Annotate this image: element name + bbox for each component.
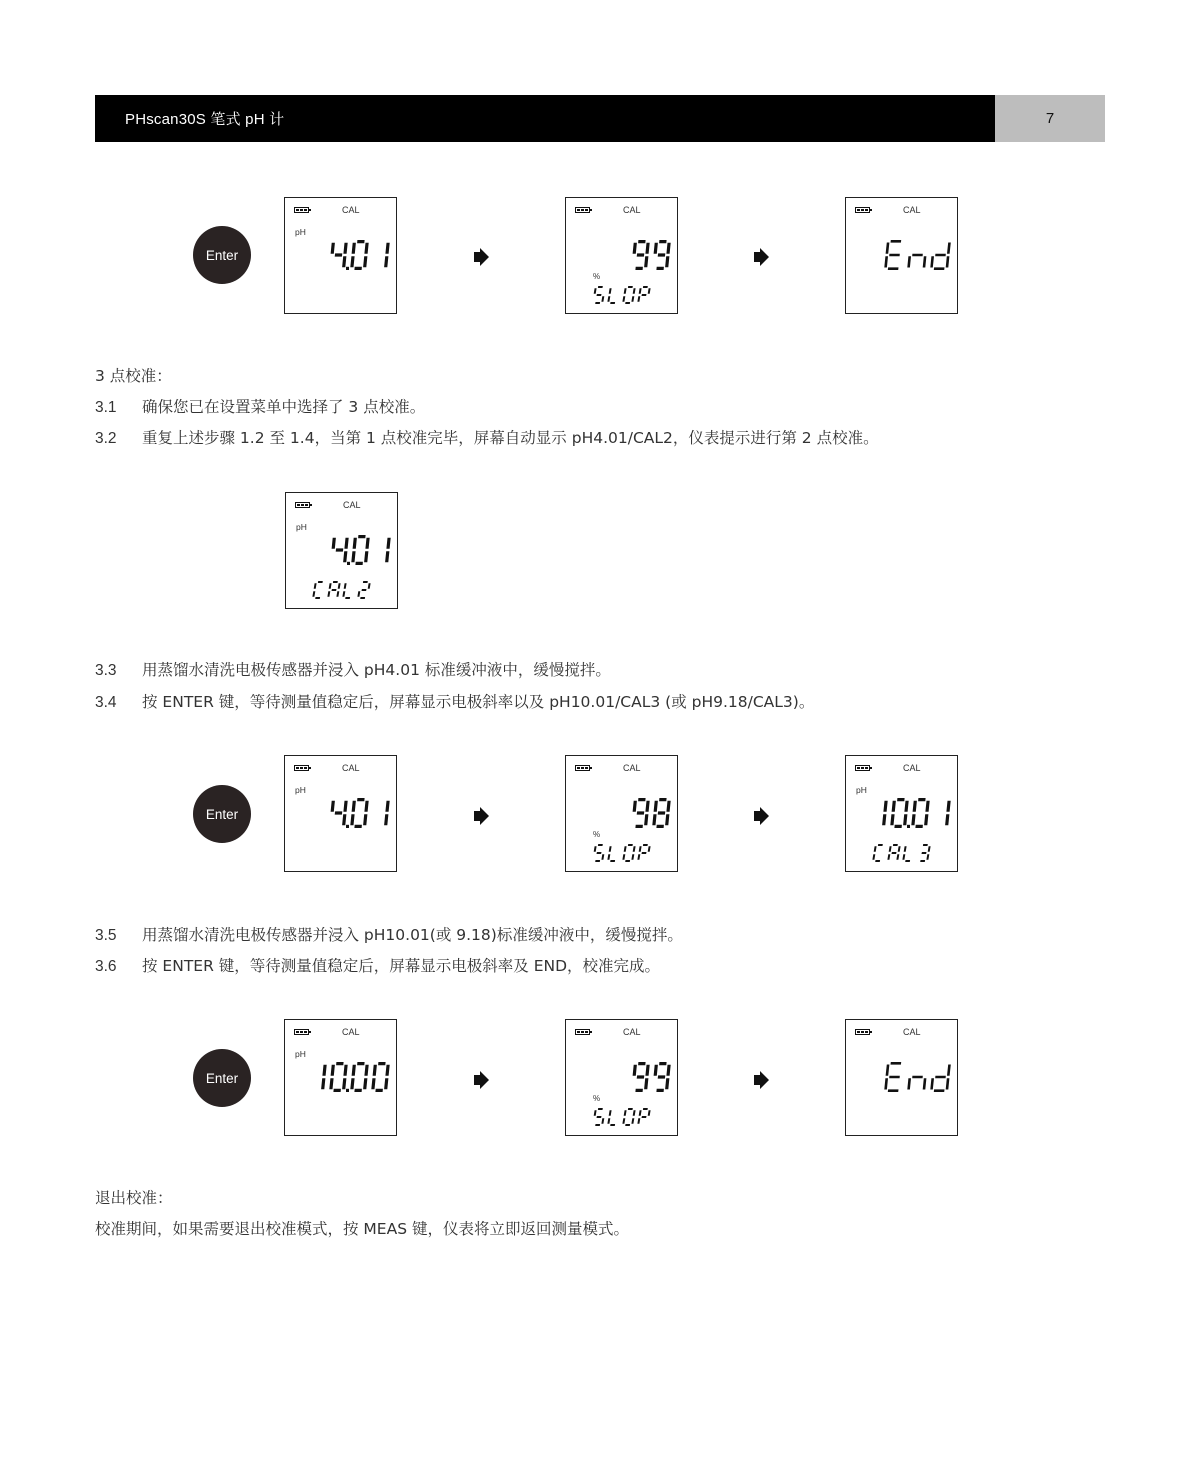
step-3-4 xyxy=(95,692,814,713)
step-3-5 xyxy=(95,925,683,946)
step-number: 3.4 xyxy=(95,694,117,711)
enter-button: Enter xyxy=(193,785,251,843)
step-text: 确保您已在设置菜单中选择了 3 点校准。 xyxy=(142,398,426,416)
unit-label: pH xyxy=(295,227,306,237)
cal-indicator: CAL xyxy=(342,1027,360,1037)
step-text: 用蒸馏水清洗电极传感器并浸入 pH10.01(或 9.18)标准缓冲液中，缓慢搅拌。 xyxy=(142,926,683,944)
sequence-row-3 xyxy=(0,1019,1200,1139)
unit-label: pH xyxy=(856,785,867,795)
lcd-screen-cal2 xyxy=(285,492,398,609)
sequence-row-2 xyxy=(0,755,1200,875)
exit-heading: 退出校准： xyxy=(95,1189,173,1207)
enter-button: Enter xyxy=(193,1049,251,1107)
lcd-screen xyxy=(284,1019,397,1136)
lcd-screen xyxy=(565,197,678,314)
step-text: 用蒸馏水清洗电极传感器并浸入 pH4.01 标准缓冲液中，缓慢搅拌。 xyxy=(142,661,611,679)
exit-text: 校准期间，如果需要退出校准模式，按 MEAS 键，仪表将立即返回测量模式。 xyxy=(95,1220,629,1238)
step-number: 3.2 xyxy=(95,430,117,447)
unit-label: pH xyxy=(295,1049,306,1059)
lcd-screen xyxy=(284,197,397,314)
seven-segment-display xyxy=(566,198,679,315)
step-3-1 xyxy=(95,397,425,418)
step-3-6 xyxy=(95,956,660,977)
cal-indicator: CAL xyxy=(343,500,361,510)
sequence-row-1 xyxy=(0,197,1200,317)
unit-label: pH xyxy=(295,785,306,795)
step-text: 重复上述步骤 1.2 至 1.4，当第 1 点校准完毕，屏幕自动显示 pH4.01/CAL2，仪表提示进行第 2 点校准。 xyxy=(142,429,879,447)
seven-segment-display xyxy=(285,1020,398,1137)
cal-indicator: CAL xyxy=(342,205,360,215)
lcd-screen xyxy=(565,755,678,872)
lcd-screen xyxy=(845,197,958,314)
cal-indicator: CAL xyxy=(623,763,641,773)
seven-segment-display xyxy=(566,1020,679,1137)
page-number: 7 xyxy=(995,95,1105,142)
lcd-screen xyxy=(565,1019,678,1136)
cal-indicator: CAL xyxy=(903,763,921,773)
lcd-screen xyxy=(845,1019,958,1136)
step-number: 3.1 xyxy=(95,399,117,416)
cal-indicator: CAL xyxy=(623,205,641,215)
enter-button: Enter xyxy=(193,226,251,284)
lcd-screen xyxy=(845,755,958,872)
seven-segment-display xyxy=(285,198,398,315)
seven-segment-display xyxy=(846,756,959,873)
cal-indicator: CAL xyxy=(903,1027,921,1037)
unit-label: pH xyxy=(296,522,307,532)
document-title: PHscan30S 笔式 pH 计 xyxy=(95,95,995,142)
unit-label: % xyxy=(593,830,601,839)
unit-label: % xyxy=(593,1094,601,1103)
step-number: 3.6 xyxy=(95,958,117,975)
seven-segment-display xyxy=(846,1020,959,1137)
cal-indicator: CAL xyxy=(623,1027,641,1037)
cal-indicator: CAL xyxy=(342,763,360,773)
seven-segment-display xyxy=(566,756,679,873)
step-3-3 xyxy=(95,660,611,681)
step-3-2 xyxy=(95,428,879,449)
step-number: 3.5 xyxy=(95,927,117,944)
seven-segment-display xyxy=(846,198,959,315)
cal-indicator: CAL xyxy=(903,205,921,215)
page-header xyxy=(95,95,1105,142)
step-text: 按 ENTER 键，等待测量值稳定后，屏幕显示电极斜率以及 pH10.01/CAL3 (或 pH9.18/CAL3)。 xyxy=(142,693,815,711)
seven-segment-display xyxy=(285,756,398,873)
section-heading: 3 点校准： xyxy=(95,367,172,385)
step-number: 3.3 xyxy=(95,662,117,679)
seven-segment-display xyxy=(286,493,399,610)
step-text: 按 ENTER 键，等待测量值稳定后，屏幕显示电极斜率及 END，校准完成。 xyxy=(142,957,661,975)
lcd-screen xyxy=(284,755,397,872)
unit-label: % xyxy=(593,272,601,281)
